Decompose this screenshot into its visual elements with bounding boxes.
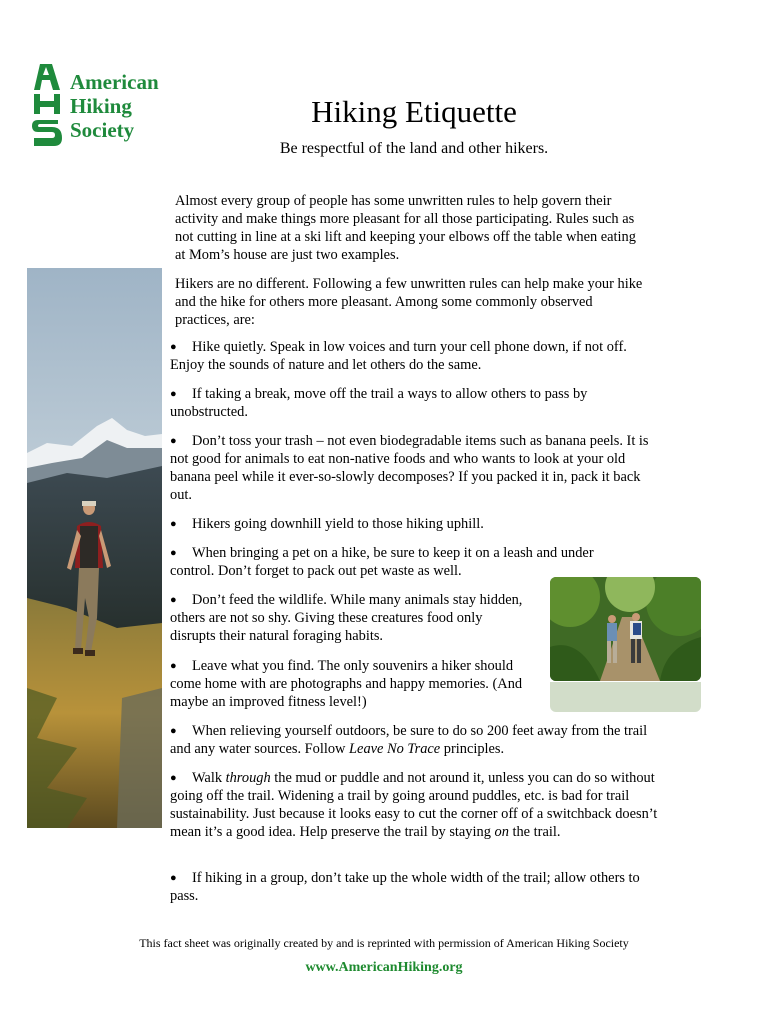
list-item xyxy=(170,544,635,580)
list-item xyxy=(170,769,660,841)
list-item-text: the trail. xyxy=(508,824,561,840)
leave-no-trace-emphasis: Leave No Trace xyxy=(349,741,441,757)
list-item xyxy=(170,591,530,645)
on-emphasis: on xyxy=(494,824,509,840)
list-item-text: Don’t toss your trash – not even biodegradable items such as banana peels. It is not good for animals to eat non-native foods and who wants to look at your old banana peel while it ever-so-slowly decomposes? If you packed it in, pack it back out. xyxy=(170,433,649,503)
list-item-text: the mud or puddle and not around it, unless you can do so without going off the trail. Widening a trail by going around puddles, etc. is bad for trail sustainability. Just because it looks easy to cut the corner off of a switchback doesn’t mean it’s a good idea. Help preserve the trail by staying xyxy=(170,770,658,840)
list-item xyxy=(170,385,640,421)
list-item-text: When relieving yourself outdoors, be sure to do so 200 feet away from the trail and any water sources. Follow xyxy=(170,723,648,757)
list-item-text: If taking a break, move off the trail a ways to allow others to pass by unobstructed. xyxy=(170,386,588,420)
list-item xyxy=(170,432,660,504)
list-item xyxy=(170,722,650,758)
logo-line-2: Hiking xyxy=(70,94,132,118)
through-emphasis: through xyxy=(225,770,271,786)
forest-photo-reflection xyxy=(550,682,701,712)
list-item-text: Walk xyxy=(192,770,226,786)
list-item xyxy=(170,338,660,374)
bullet-icon: ● xyxy=(170,772,177,784)
list-item-text: Leave what you find. The only souvenirs a hiker should come home with are photographs and happy memories. (And maybe an improved fitness level!) xyxy=(170,658,523,710)
forest-trail-photo xyxy=(550,577,701,681)
list-item xyxy=(170,869,660,905)
list-item-text: Don’t feed the wildlife. While many animals stay hidden, others are not so shy. Giving these creatures food only disrupts their natural foraging habits. xyxy=(170,592,523,644)
bullet-icon: ● xyxy=(170,660,177,672)
list-item xyxy=(170,515,660,533)
list-item-text: Hike quietly. Speak in low voices and turn your cell phone down, if not off. Enjoy the sounds of nature and let others do the same. xyxy=(170,339,627,373)
bullet-icon: ● xyxy=(170,435,177,447)
bullet-icon: ● xyxy=(170,388,177,400)
page-subtitle: Be respectful of the land and other hikers. xyxy=(279,140,549,157)
page-title: Hiking Etiquette xyxy=(311,94,517,129)
website-link[interactable]: www.AmericanHiking.org xyxy=(305,960,463,975)
logo-line-3: Society xyxy=(70,118,135,142)
list-item-text: When bringing a pet on a hike, be sure to keep it on a leash and under control. Don’t forget to pack out pet waste as well. xyxy=(170,545,594,579)
hiker-mountain-photo xyxy=(27,268,162,828)
bullet-icon: ● xyxy=(170,594,177,606)
list-item-text: principles. xyxy=(440,741,505,757)
bullet-icon: ● xyxy=(170,518,177,530)
bullet-icon: ● xyxy=(170,341,177,353)
bullet-icon: ● xyxy=(170,725,177,737)
bullet-icon: ● xyxy=(170,547,177,559)
footer-attribution: This fact sheet was originally created by and is reprinted with permission of American Hiking Society xyxy=(139,936,629,950)
list-item-text: Hikers going downhill yield to those hiking uphill. xyxy=(192,516,484,532)
bullet-icon: ● xyxy=(170,872,177,884)
intro-paragraph-1: Almost every group of people has some unwritten rules to help govern their activity and make things more pleasant for all those participating. Rules such as not cutting in line at a ski lift and keeping your elbows off the table when eating at Mom’s house are just two examples. xyxy=(175,193,636,263)
intro-paragraph-2: Hikers are no different. Following a few unwritten rules can help make your hike and the hike for others more pleasant. Among some commonly observed practices, are: xyxy=(175,276,643,328)
list-item xyxy=(170,657,540,711)
logo-line-1: American xyxy=(70,70,159,94)
list-item-text: If hiking in a group, don’t take up the whole width of the trail; allow others to pass. xyxy=(170,870,640,904)
